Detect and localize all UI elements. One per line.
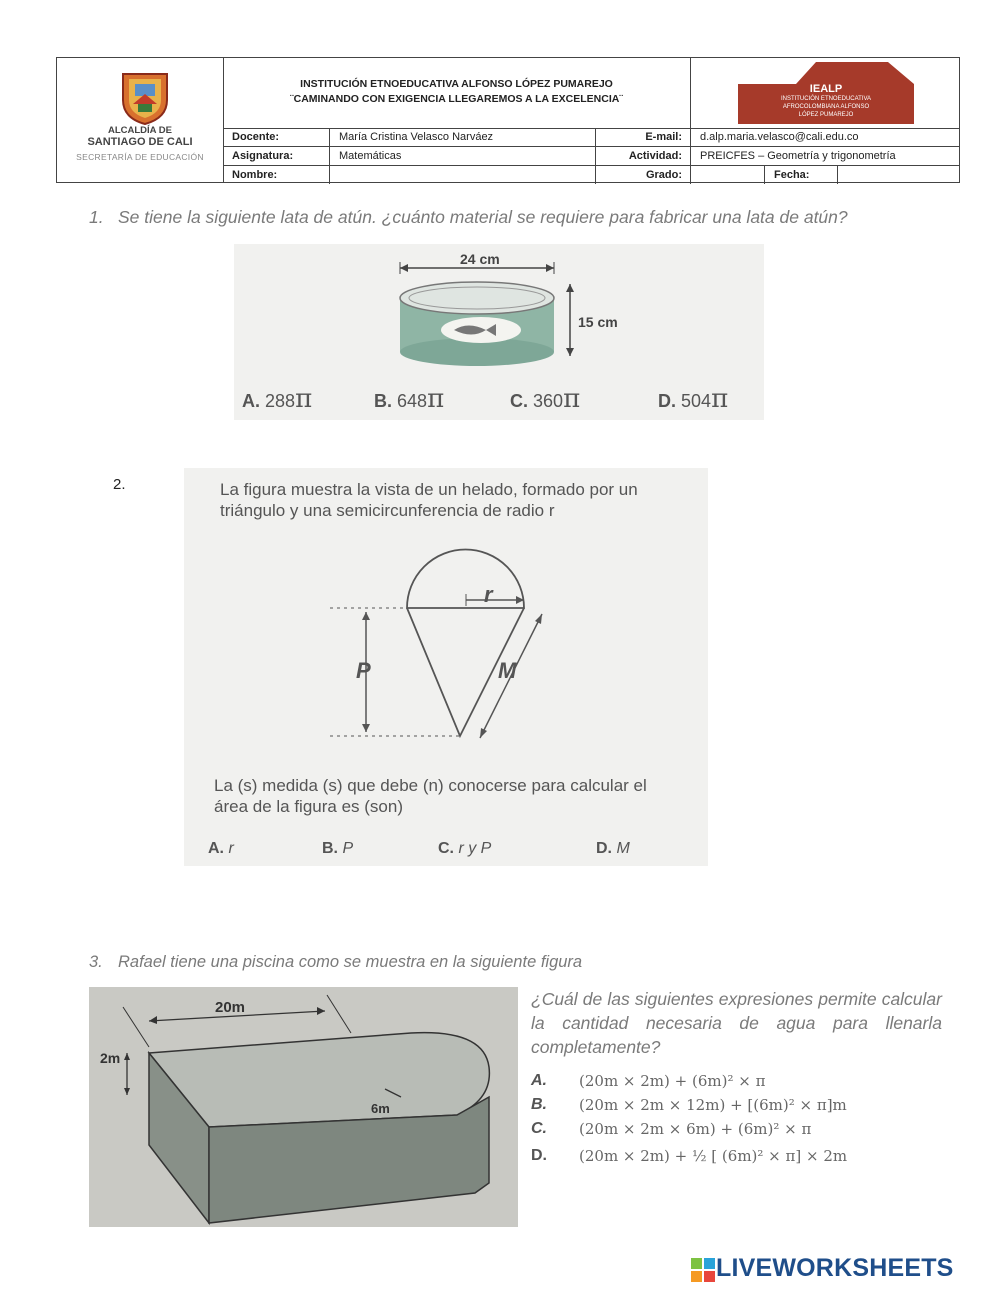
title-cell <box>223 58 691 129</box>
q3-radius-label: 6m <box>371 1101 390 1116</box>
q1-figure <box>234 244 764 420</box>
q1-text: Se tiene la siguiente lata de atún. ¿cuánto material se requiere para fabricar una lata de atún? <box>118 207 848 227</box>
grado-field[interactable] <box>691 166 765 184</box>
q1-option-d-value: 504 <box>681 391 712 411</box>
asignatura-value: Matemáticas <box>330 147 596 165</box>
q2-number: 2. <box>113 476 126 493</box>
q2-option-d-letter: D. <box>596 840 612 857</box>
brand-line2: AFROCOLOMBIANA ALFONSO <box>782 104 870 110</box>
asignatura-label: Asignatura: <box>223 147 330 165</box>
institution-motto: ¨CAMINANDO CON EXIGENCIA LLEGAREMOS A LA EXCELENCIA¨ <box>290 93 623 105</box>
pi-symbol: π <box>295 384 313 414</box>
q2-option-a-letter: A. <box>208 840 224 857</box>
q2-r-label: r <box>484 582 493 607</box>
q1-width-label: 24 cm <box>460 251 500 267</box>
nombre-label: Nombre: <box>223 166 330 184</box>
q2-option-d-value: M <box>616 840 630 857</box>
q2-question-line2: área de la figura es (son) <box>214 797 403 816</box>
q1-option-c-value: 360 <box>533 391 564 411</box>
q2-option-b-value: P <box>342 840 354 857</box>
q2-option-b[interactable] <box>322 840 353 858</box>
q3-length-label: 20m <box>215 999 246 1016</box>
email-value: d.alp.maria.velasco@cali.edu.co <box>700 131 859 143</box>
docente-label: Docente: <box>223 128 330 146</box>
logo-line1: ALCALDÍA DE <box>107 125 173 136</box>
q3-option-d-expr: (20m × 2m) + ½ [ (6m)² × π] × 2m <box>579 1147 848 1165</box>
q1-option-a-value: 288 <box>265 391 296 411</box>
q1-option-d[interactable] <box>658 384 728 414</box>
q1-option-a-letter: A. <box>242 391 260 411</box>
q2-question-line1: La (s) medida (s) que debe (n) conocerse para calcular el <box>214 776 647 795</box>
cali-shield-icon <box>120 70 170 126</box>
q2-option-b-letter: B. <box>322 840 338 857</box>
brand-short: IEALP <box>809 83 843 95</box>
q3-option-a-letter: A. <box>531 1072 547 1089</box>
q1-option-b[interactable] <box>374 384 444 414</box>
q2-figure <box>184 468 708 866</box>
liveworksheets-text: LIVEWORKSHEETS <box>716 1254 954 1282</box>
asignatura-row <box>223 147 960 166</box>
brand-line1: INSTITUCIÓN ETNOEDUCATIVA <box>780 96 872 102</box>
q3-option-d-letter: D. <box>531 1147 547 1164</box>
actividad-value: PREICFES – Geometría y trigonometría <box>700 150 896 162</box>
q2-option-c[interactable] <box>438 840 491 858</box>
logo-line3: SECRETARÍA DE EDUCACIÓN <box>76 152 204 162</box>
q1-number: 1. <box>89 207 104 227</box>
q2-option-c-letter: C. <box>438 840 454 857</box>
q2-option-d[interactable] <box>596 840 630 858</box>
header-table <box>56 57 960 183</box>
q3-figure <box>89 987 518 1227</box>
institution-name: INSTITUCIÓN ETNOEDUCATIVA ALFONSO LÓPEZ PUMAREJO <box>300 78 613 90</box>
q3-depth-label: 2m <box>100 1050 121 1066</box>
pi-symbol: π <box>427 384 445 414</box>
q3-number: 3. <box>89 953 103 971</box>
q1-option-b-letter: B. <box>374 391 392 411</box>
q3-text: Rafael tiene una piscina como se muestra en la siguiente figura <box>118 953 583 971</box>
q3-option-b-expr: (20m × 2m × 12m) + [(6m)² × π]m <box>579 1096 847 1114</box>
q1-option-c-letter: C. <box>510 391 528 411</box>
nombre-row <box>223 166 960 184</box>
fecha-label: Fecha: <box>765 166 838 184</box>
nombre-field[interactable] <box>330 166 596 184</box>
brand-line3: LÓPEZ PUMAREJO <box>798 112 854 118</box>
pool-icon <box>89 987 518 1227</box>
q3-question: ¿Cuál de las siguientes expresiones permite calcular la cantidad necesaria de agua para llenarla completamente? <box>531 989 942 1057</box>
q2-intro-line1: La figura muestra la vista de un helado, formado por un <box>220 480 638 499</box>
q3-option-b-letter: B. <box>531 1096 547 1113</box>
q1-option-b-value: 648 <box>397 391 428 411</box>
logo-cell <box>57 58 224 182</box>
q3-option-c-letter: C. <box>531 1120 547 1137</box>
liveworksheets-logo[interactable] <box>691 1256 989 1284</box>
grado-label: Grado: <box>596 166 691 184</box>
fecha-field[interactable] <box>838 166 960 184</box>
actividad-label: Actividad: <box>596 147 691 165</box>
q3-option-a-expr: (20m × 2m) + (6m)² × π <box>579 1072 766 1090</box>
q2-option-c-value: r y P <box>458 840 492 857</box>
q1-option-d-letter: D. <box>658 391 676 411</box>
q2-m-label: M <box>498 658 517 683</box>
pi-symbol: π <box>711 384 729 414</box>
logo-line2: SANTIAGO DE CALI <box>87 136 193 148</box>
q2-intro-line2: triángulo y una semicircunferencia de radio r <box>220 501 555 520</box>
q2-p-label: P <box>356 658 371 683</box>
liveworksheets-grid-icon <box>691 1258 715 1282</box>
docente-row <box>223 128 960 147</box>
q2-option-a-value: r <box>228 840 234 857</box>
q2-option-a[interactable] <box>208 840 234 858</box>
pi-symbol: π <box>563 384 581 414</box>
q1-option-a[interactable] <box>242 384 312 414</box>
email-label: E-mail: <box>596 128 691 146</box>
docente-value: María Cristina Velasco Narváez <box>330 128 596 146</box>
q1-option-c[interactable] <box>510 384 580 414</box>
q3-option-c-expr: (20m × 2m × 6m) + (6m)² × π <box>579 1120 812 1138</box>
q1-height-label: 15 cm <box>578 314 618 330</box>
brand-cell <box>690 58 960 129</box>
